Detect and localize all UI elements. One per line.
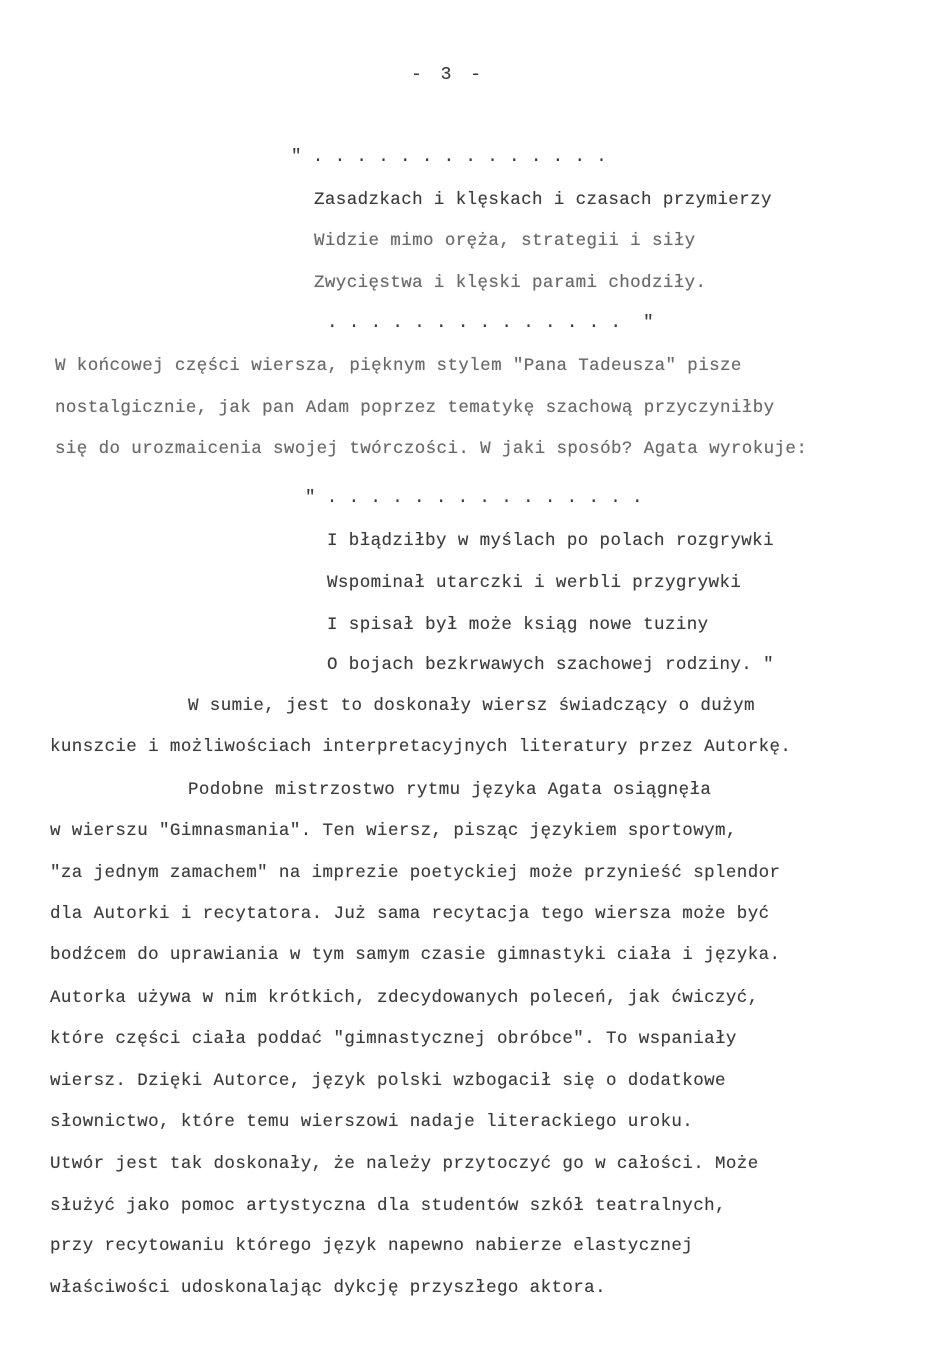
- para3-line: słownictwo, które temu wierszowi nadaje literackiego uroku.: [50, 1112, 694, 1132]
- quote1-line: Zasadzkach i klęskach i czasach przymierzy: [314, 190, 772, 210]
- quote2-line: Wspominał utarczki i werbli przygrywki: [327, 573, 742, 593]
- para3-line: w wierszu "Gimnasmania". Ten wiersz, pisząc językiem sportowym,: [50, 821, 737, 841]
- quote2-line: I błądziłby w myślach po polach rozgrywki: [327, 531, 774, 551]
- para3-line: Podobne mistrzostwo rytmu języka Agata osiągnęła: [188, 780, 712, 800]
- para1-line: W końcowej części wiersza, pięknym stylem "Pana Tadeusza" pisze: [55, 356, 742, 376]
- para3-line: Autorka używa w nim krótkich, zdecydowanych poleceń, jak ćwiczyć,: [50, 988, 759, 1008]
- para2-line: kunszcie i możliwościach interpretacyjnych literatury przez Autorkę.: [50, 737, 792, 757]
- para3-line: bodźcem do uprawiania w tym samym czasie gimnastyki ciała i języka.: [50, 945, 781, 965]
- quote1-line: Zwycięstwa i klęski parami chodziły.: [314, 273, 707, 293]
- quote2-line: O bojach bezkrwawych szachowej rodziny. ": [327, 655, 774, 675]
- para1-line: nostalgicznie, jak pan Adam poprzez tematykę szachową przyczyniłby: [55, 398, 775, 418]
- quote2-line: I spisał był może ksiąg nowe tuziny: [327, 615, 709, 635]
- para1-line: się do urozmaicenia swojej twórczości. W jaki sposób? Agata wyrokuje:: [55, 439, 808, 459]
- page-number: - 3 -: [411, 65, 486, 85]
- para3-line: służyć jako pomoc artystyczna dla studentów szkół teatralnych,: [50, 1196, 726, 1216]
- para3-line: Utwór jest tak doskonały, że należy przytoczyć go w całości. Może: [50, 1154, 759, 1174]
- quote1-line: Widzie mimo oręża, strategii i siły: [314, 231, 696, 251]
- para3-line: które części ciała poddać "gimnastycznej obróbce". To wspaniały: [50, 1029, 737, 1049]
- quote2-open-dots: " . . . . . . . . . . . . . . .: [305, 488, 643, 508]
- para3-line: dla Autorki i recytatora. Już sama recytacja tego wiersza może być: [50, 904, 770, 924]
- para2-line: W sumie, jest to doskonały wiersz świadczący o dużym: [188, 696, 755, 716]
- quote1-close-dots: . . . . . . . . . . . . . . ": [327, 313, 655, 333]
- para3-line: przy recytowaniu którego język napewno nabierze elastycznej: [50, 1236, 694, 1256]
- para3-line: wiersz. Dzięki Autorce, język polski wzbogacił się o dodatkowe: [50, 1071, 726, 1091]
- para3-line: "za jednym zamachem" na imprezie poetyckiej może przynieść splendor: [50, 863, 781, 883]
- para3-line: właściwości udoskonalając dykcję przyszłego aktora.: [50, 1278, 606, 1298]
- quote1-open-dots: " . . . . . . . . . . . . . .: [291, 147, 608, 167]
